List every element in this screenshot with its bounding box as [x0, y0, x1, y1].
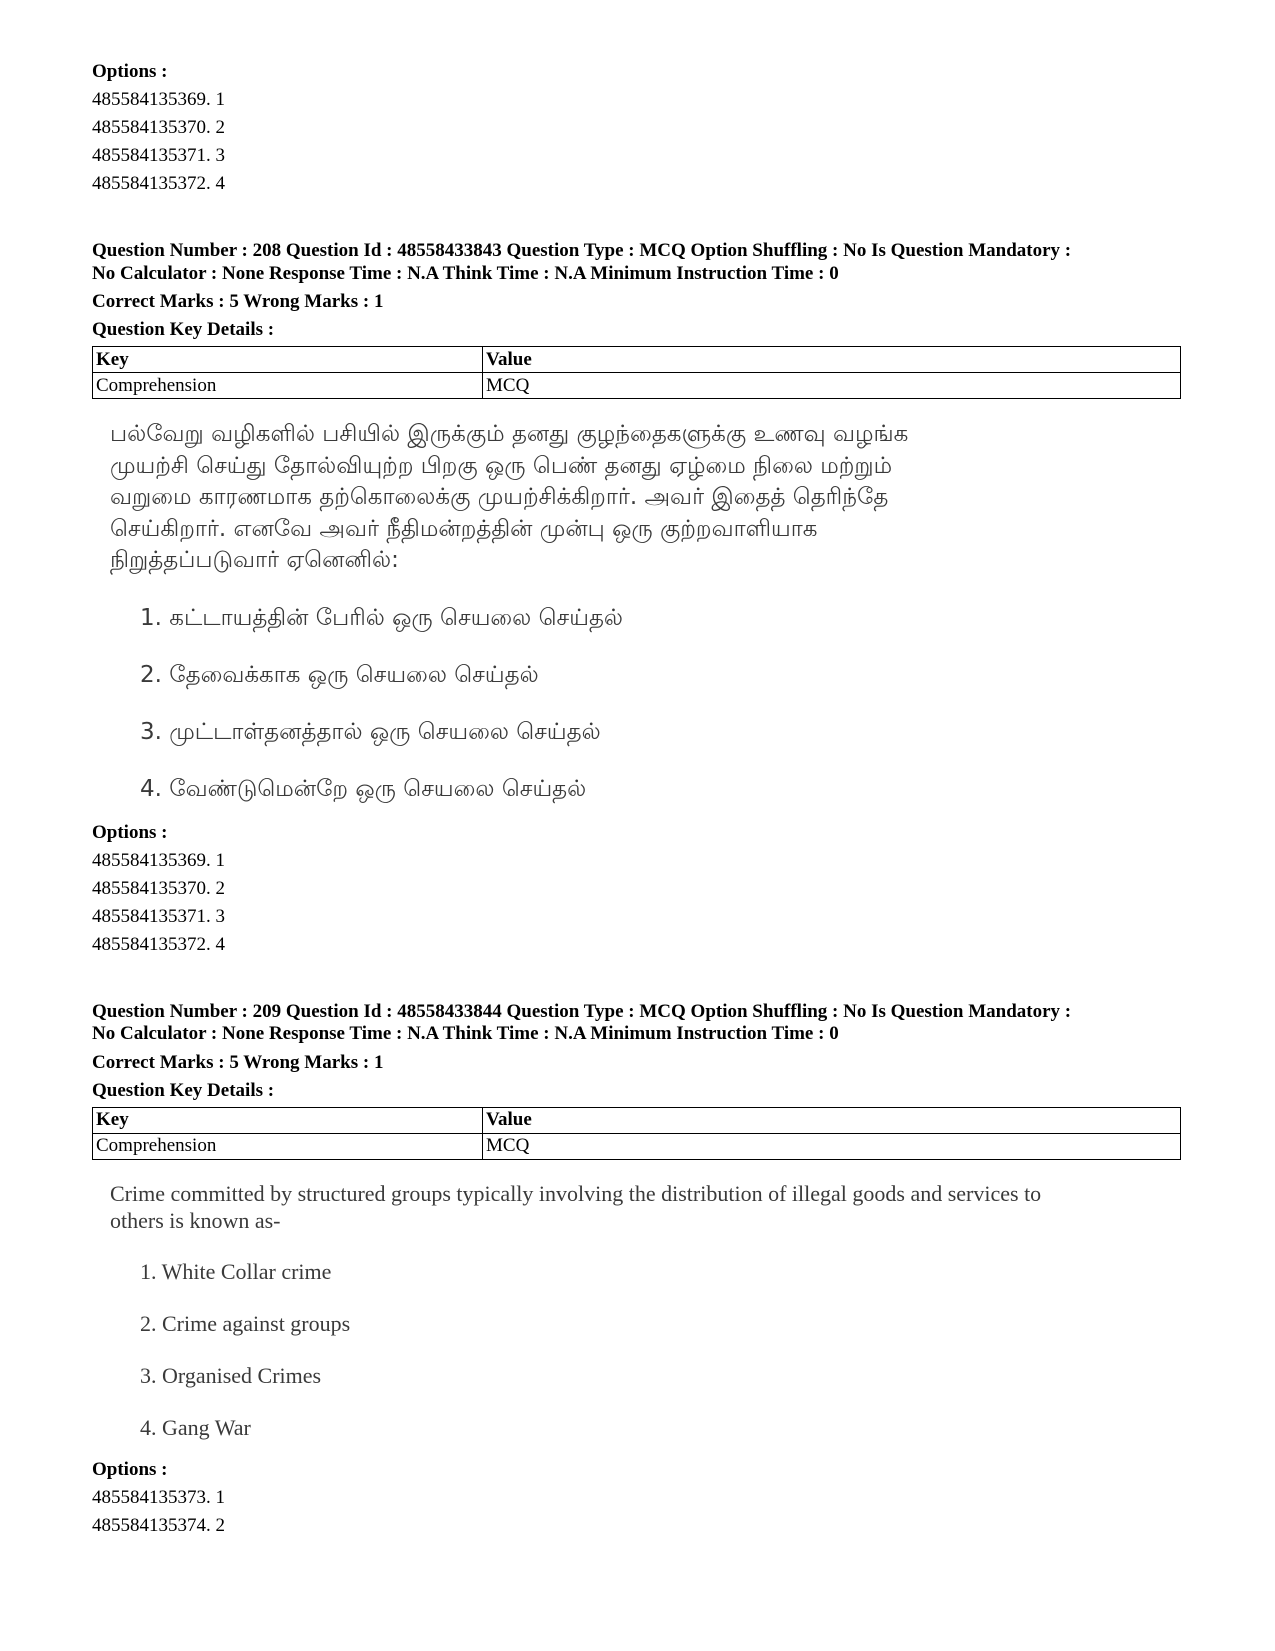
answer-choice: 1. White Collar crime: [140, 1258, 332, 1284]
options-heading: Options :: [92, 821, 168, 843]
key-details-table: [92, 346, 1181, 399]
table-header-row: [93, 347, 1181, 373]
stem-line: முயற்சி செய்து தோல்வியுற்ற பிறகு ஒரு பெண் தனது ஏழ்மை நிலை மற்றும்: [110, 452, 893, 479]
question-stem: [110, 419, 1182, 577]
option-item: 485584135370. 2: [92, 117, 225, 138]
table-header-value: Value: [483, 347, 1181, 373]
table-cell-key: Comprehension: [93, 1133, 483, 1159]
option-item: 485584135372. 4: [92, 173, 225, 194]
question-meta-line: Question Number : 208 Question Id : 48558433843 Question Type : MCQ Option Shuffling : No Is Question Mandatory :: [92, 240, 1072, 261]
table-header-key: Key: [93, 347, 483, 373]
table-cell-value: MCQ: [483, 1133, 1181, 1159]
options-heading: Options :: [92, 61, 168, 82]
table-header-value: Value: [483, 1107, 1181, 1133]
stem-line: பல்வேறு வழிகளில் பசியில் இருக்கும் தனது குழந்தைகளுக்கு உணவு வழங்க: [110, 421, 909, 447]
question-image: [92, 419, 1182, 805]
option-item: 485584135370. 2: [92, 877, 225, 899]
table-cell-value: MCQ: [483, 373, 1181, 399]
stem-line: செய்கிறார். எனவே அவர் நீதிமன்றத்தின் முன்பு ஒரு குற்றவாளியாக: [110, 515, 818, 542]
table-header-key: Key: [93, 1107, 483, 1133]
options-block: [92, 819, 1182, 959]
answer-choice: 4. வேண்டுமென்றே ஒரு செயலை செய்தல்: [140, 775, 587, 802]
table-row: [93, 1133, 1181, 1159]
question-208: [92, 240, 1182, 959]
answer-choice: 4. Gang War: [140, 1414, 251, 1440]
answer-choice: 2. Crime against groups: [140, 1310, 351, 1336]
stem-line: நிறுத்தப்படுவார் ஏனெனில்:: [110, 547, 399, 573]
table-header-row: [93, 1107, 1181, 1133]
answer-choice: 2. தேவைக்காக ஒரு செயலை செய்தல்: [140, 661, 539, 688]
key-details-heading: Question Key Details :: [92, 319, 275, 340]
answer-choice: 3. Organised Crimes: [140, 1362, 322, 1388]
top-options-block: [92, 58, 1182, 198]
stem-line: வறுமை காரணமாக தற்கொலைக்கு முயற்சிக்கிறார். அவர் இதைத் தெரிந்தே: [110, 484, 889, 510]
marks-line: Correct Marks : 5 Wrong Marks : 1: [92, 1051, 384, 1073]
table-row: [93, 373, 1181, 399]
answer-choice: 1. கட்டாயத்தின் பேரில் ஒரு செயலை செய்தல்: [140, 604, 624, 631]
key-details-table: [92, 1107, 1181, 1160]
document-page: [92, 58, 1182, 1540]
option-item: 485584135372. 4: [92, 933, 225, 955]
key-details-heading: Question Key Details :: [92, 1079, 275, 1101]
option-item: 485584135373. 1: [92, 1486, 225, 1508]
option-item: 485584135369. 1: [92, 849, 225, 871]
option-item: 485584135371. 3: [92, 145, 225, 166]
options-heading: Options :: [92, 1458, 168, 1480]
table-cell-key: Comprehension: [93, 373, 483, 399]
question-image: [92, 1180, 1182, 1442]
options-block: [92, 1456, 1182, 1540]
question-meta-line: No Calculator : None Response Time : N.A Think Time : N.A Minimum Instruction Time : 0: [92, 1023, 839, 1044]
stem-line: Crime committed by structured groups typically involving the distribution of illegal goods and services to: [110, 1180, 1042, 1206]
option-item: 485584135369. 1: [92, 89, 225, 110]
option-item: 485584135374. 2: [92, 1514, 225, 1536]
marks-line: Correct Marks : 5 Wrong Marks : 1: [92, 291, 384, 312]
answer-choice: 3. முட்டாள்தனத்தால் ஒரு செயலை செய்தல்: [140, 718, 601, 745]
question-stem: [110, 1180, 1182, 1234]
question-209: [92, 1001, 1182, 1540]
question-meta-line: No Calculator : None Response Time : N.A Think Time : N.A Minimum Instruction Time : 0: [92, 262, 839, 284]
question-meta-line: Question Number : 209 Question Id : 48558433844 Question Type : MCQ Option Shuffling : No Is Question Mandatory :: [92, 1000, 1072, 1022]
option-item: 485584135371. 3: [92, 905, 225, 927]
stem-line: others is known as-: [110, 1207, 281, 1233]
